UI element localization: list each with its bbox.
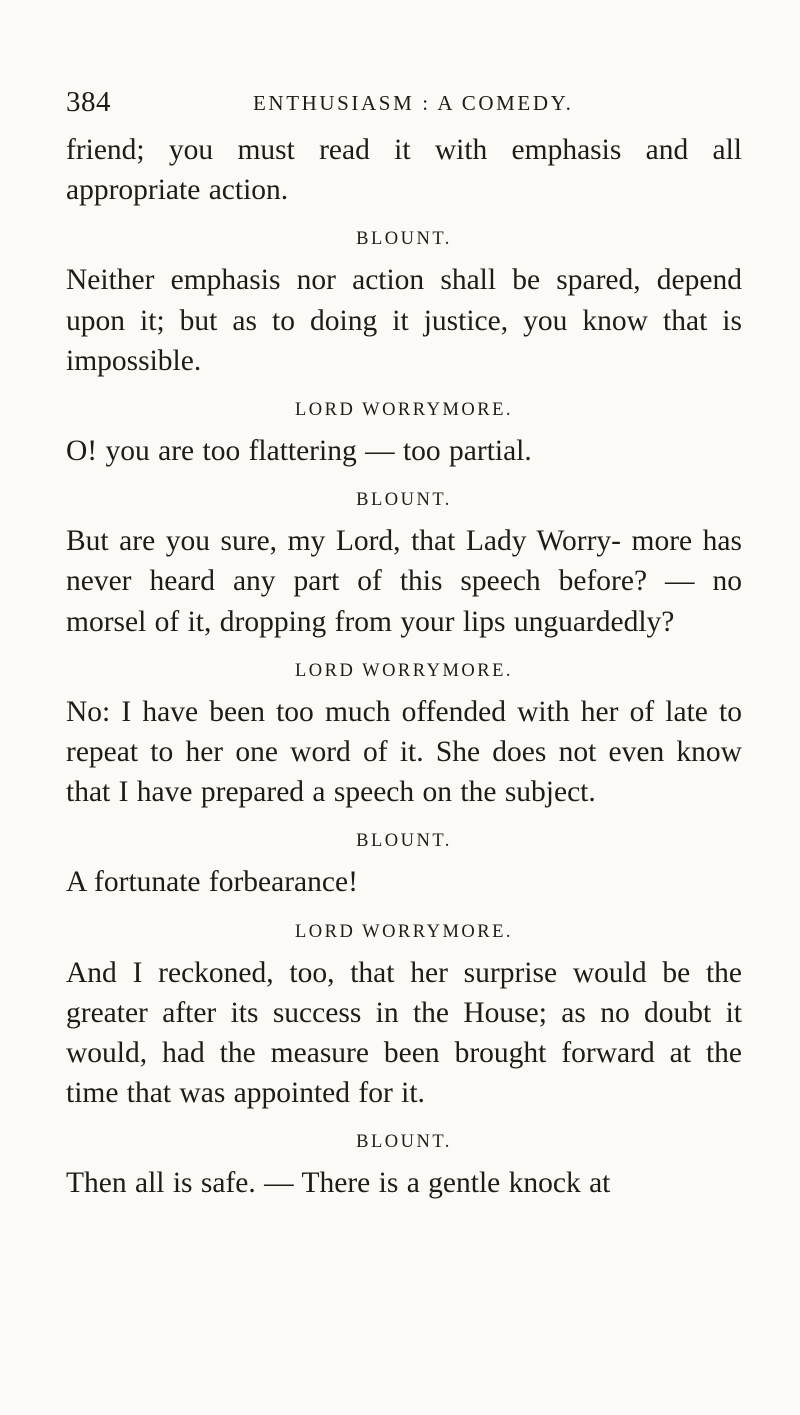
dialogue-paragraph: And I reckoned, too, that her surprise would be the greater after its success in the House; as no doubt it would, had the measure been brought forward at the time that was appointed for it.	[66, 956, 742, 1110]
play-text	[66, 130, 742, 1204]
speaker-name: LORD WORRYMORE.	[294, 921, 514, 942]
speaker-name: BLOUNT.	[356, 1132, 452, 1153]
dialogue-paragraph: But are you sure, my Lord, that Lady Worry- more has never heard any part of this speech before? — no morsel of it, dropping from your lips unguardedly?	[66, 525, 742, 638]
dialogue-paragraph: friend; you must read it with emphasis and all appropriate action.	[66, 134, 742, 207]
dialogue-paragraph: A fortunate forbearance!	[66, 866, 358, 899]
speaker-name: LORD WORRYMORE.	[294, 660, 514, 681]
speaker-name: BLOUNT.	[356, 831, 452, 852]
speaker-name: LORD WORRYMORE.	[294, 400, 514, 421]
speaker-name: BLOUNT.	[356, 490, 452, 511]
page-number: 384	[66, 86, 111, 118]
speaker-name: BLOUNT.	[356, 229, 452, 250]
running-title: ENTHUSIASM : A COMEDY.	[253, 91, 574, 115]
dialogue-paragraph: No: I have been too much offended with her of late to repeat to her one word of it. She does not even know that I have prepared a speech on the subject.	[66, 695, 742, 809]
dialogue-paragraph: Then all is safe. — There is a gentle knock at	[66, 1167, 611, 1200]
dialogue-paragraph: O! you are too flattering — too partial.	[66, 435, 532, 468]
running-head	[66, 86, 766, 126]
dialogue-paragraph: Neither emphasis nor action shall be spared, depend upon it; but as to doing it justice, you know that is impossible.	[66, 264, 742, 377]
